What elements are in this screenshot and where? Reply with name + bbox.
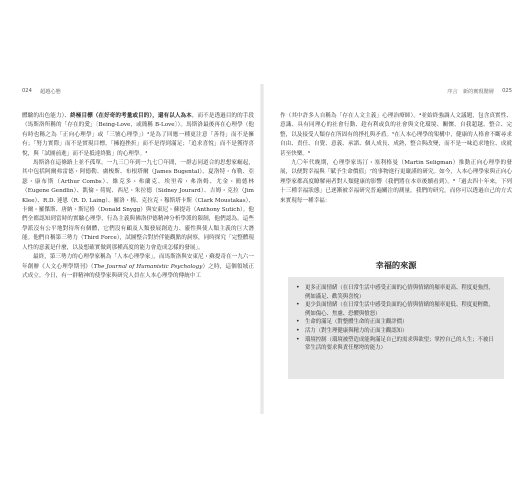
- right-page: [280, 84, 512, 414]
- box-list-item-text: 環境控制（環境被塑造成能夠滿足自己的需求與欲望；掌控自己的人生；不被日常生活的要求與責任壓垮的能力）: [305, 336, 494, 352]
- box-list-item-text: 更少負面情緒（在日常生活中感受負面的心情與情緒的頻率更低、程度更輕微，例如傷心、焦慮、恐懼與憤怒）: [305, 302, 494, 317]
- body-paragraph: [22, 112, 254, 159]
- text-run: 最終，第三勢力的心理學家稱為「人本心理學家」，而馬斯洛與安東尼・蘇提奇在一九六一年創辦《人文心理學期刊》（: [22, 254, 254, 270]
- box-list-item: [296, 336, 496, 353]
- box-list-item: [296, 327, 496, 336]
- bold-text: （在好奇的考量或目的），還有以人為本: [92, 113, 192, 119]
- left-page-number: 024: [22, 88, 32, 94]
- text-run: ）之時，這個領域正式成立。今日，有一群精神的使學家與研究人員在人本心理學的傳統中工: [22, 263, 254, 279]
- book-gutter: [260, 84, 264, 414]
- box-list-item-text: 活力（對生理健康與精力的正面主觀認知）: [305, 327, 408, 334]
- left-page-header: [22, 88, 254, 98]
- left-page: [22, 84, 254, 414]
- bullet-icon: •: [296, 284, 300, 291]
- bold-text: 終極目標: [70, 113, 93, 119]
- bullet-icon: •: [296, 326, 300, 334]
- box-list-item: [296, 318, 496, 327]
- bullet-icon: •: [296, 335, 300, 343]
- text-run: 作（其中許多人自稱為「存在人文主義」心理治療師）。⁴並始終強調人文議題，包含真實性、意識、具有同理心的社會行動、趁有利或負的社會與文化環境、關懷、自我超越、整合、完整，以及接受人類存在所固有的掙扎與矛盾。⁵在人本心理學的架構中，健康的人格會不斷尋求自由、責任、自覺、意義、承諾、個人成長、成熟，整合與改變，而不是一味追求地位、成就甚至快樂。⁶: [280, 113, 512, 157]
- text-run: 馬斯洛在這條路上並不孤單。一九三〇年到一九七〇年間，一群志同道合的思想家崛起，其中包括阿爾弗雷德・阿德勒、盧梭斯、布根塔爾（James Bugental）、夏洛特・布勒、亞瑟・康布斯（Arthur Combs）、維克多・弗蘭克、埃里希・弗洛姆、尤金・簡德林（Eugene Gendlin）、凱倫・荷妮、西尼・朱拉德（Sidney Jourard）、吉姆・克拉（Jim Klee）、R.D. 連恩（R. D. Laing）、羅洛・梅、克拉克・穆斯塔卡斯（Clark Moustakas）、卡爾・羅傑斯、唐納・斯尼格（Donald Snygg）與安東尼・蘇提奇（Anthony Sutich）。他們全都認知到當時的實驗心理學，行為主義與佛洛伊德精神分析學派的限制，他們認為，這些學派沒有公平地對待所有個體，它們沒有顧及人類發展創造力、靈性與使人類主義的巨大潛能。他們自稱第三勢力（Third Force），試圖整合對於伴能觀點的洞察，同時探究「完整體現人性的意義是什麼，以及想確實做到那種高度的能力會造成怎樣的發展」。: [22, 160, 254, 251]
- right-page-body: [280, 112, 512, 206]
- box-list-item: [296, 284, 496, 301]
- right-page-header: [280, 88, 512, 98]
- box-list-item: [296, 301, 496, 318]
- body-paragraph: [280, 112, 512, 159]
- body-paragraph: [280, 159, 512, 206]
- right-running-title: 序言 新的實現階層: [447, 89, 494, 95]
- book-spread: [14, 84, 512, 414]
- sources-of-wellbeing-box: [288, 260, 504, 380]
- box-list-item-text: 生命的滿足（對整體生命的正面主觀評價）: [305, 319, 408, 326]
- body-paragraph: [22, 159, 254, 253]
- box-list-item-text: 更多正面情緒（在日常生活中感受正面的心情與情緒的頻率更高、程度更強烈，例如滿足、歡笑與喜悅）: [305, 285, 494, 300]
- box-body: [288, 277, 504, 379]
- bullet-icon: •: [296, 301, 300, 309]
- text-run: ，而不是透過目的的手段（馬斯洛所稱的「存在的愛」〔Being-Love，或簡稱 B-Love〕）。馬斯洛最後再在心理學（他有時也稱之為「正向心理學」或「三號心理學」）²是為了回應一種更注意「善得」而不是擁有；「努力實際」而不是實現目標，「擁抱挫折」而不是得到滿足；「追求喜悅」而不是獲得喜悅，與「試圖前進」而不是抵達終點」的心理學。³: [22, 113, 254, 157]
- left-running-title: 超越心態: [40, 89, 61, 95]
- body-paragraph: [22, 253, 254, 281]
- text-run: 體驗的出色能力）、: [22, 113, 71, 119]
- left-page-body: [22, 112, 254, 281]
- italic-text: The Journal of Humanistic Psychology: [93, 263, 203, 270]
- bullet-icon: •: [296, 318, 300, 326]
- box-list: [296, 284, 496, 353]
- text-run: 九〇年代晚期，心理學家馬汀・塞利格曼（Martin Seligman）推動正向心理學的發展，以便對幸福與「賦予生命價值」⁷的事物進行更嚴謹的研究。如今，人本心理學家與正向心理學家都高度瞭解兩者對人類健康的影響（我們將在本章後續看到）。⁸「過去四十年來，下列十三種幸福狀態」已逐漸被幸福研究普遍關注的測量。我們的研究，而你可以透過自己的方式來實現每一種幸福：: [280, 160, 512, 204]
- box-title: 幸福的來源: [375, 260, 417, 270]
- right-page-number: 025: [502, 88, 512, 94]
